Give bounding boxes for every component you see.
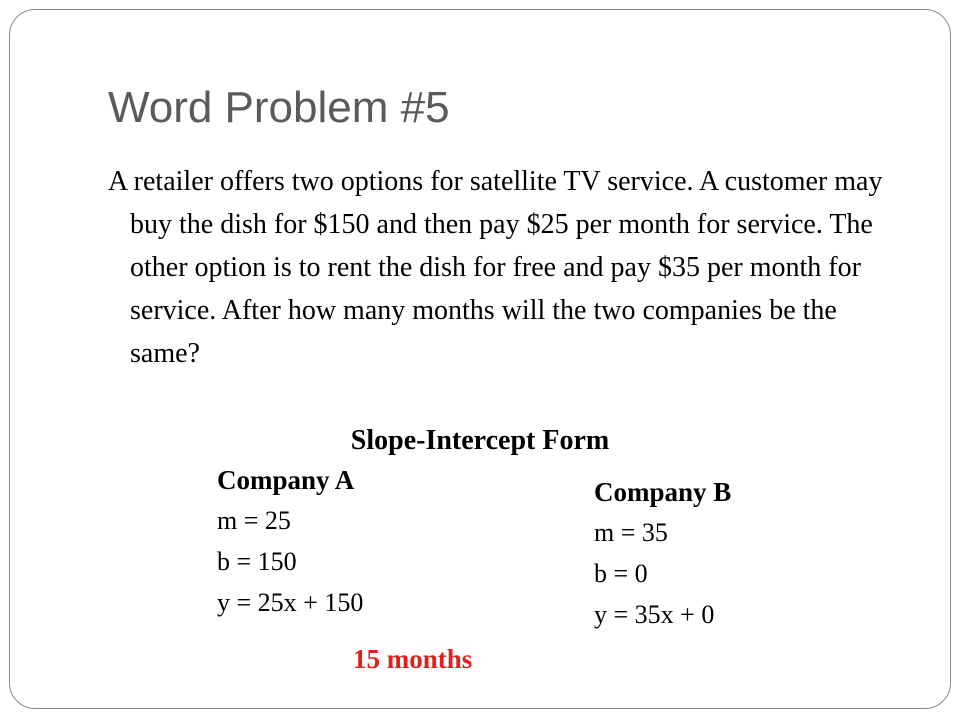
company-a-name: Company A: [217, 465, 355, 495]
problem-text: A retailer offers two options for satellite TV service. A customer may buy the dish for $150 and then pay $25 per month for service. The other option is to rent the dish for free and pay $35 per month for service. After how many months will the two companies be the same?: [108, 166, 883, 369]
company-a-slope: m = 25: [217, 506, 291, 535]
company-b-name: Company B: [594, 477, 732, 507]
company-a-equation: y = 25x + 150: [217, 588, 364, 617]
slide-title: Word Problem #5: [108, 83, 450, 132]
company-a-intercept: b = 150: [217, 547, 297, 576]
company-a-block: [217, 460, 363, 623]
company-b-intercept: b = 0: [594, 559, 648, 588]
company-b-slope: m = 35: [594, 518, 668, 547]
company-b-equation: y = 35x + 0: [594, 600, 715, 629]
section-heading: Slope-Intercept Form: [350, 425, 610, 456]
answer-text: 15 months: [353, 644, 473, 674]
company-b-block: [594, 472, 731, 635]
